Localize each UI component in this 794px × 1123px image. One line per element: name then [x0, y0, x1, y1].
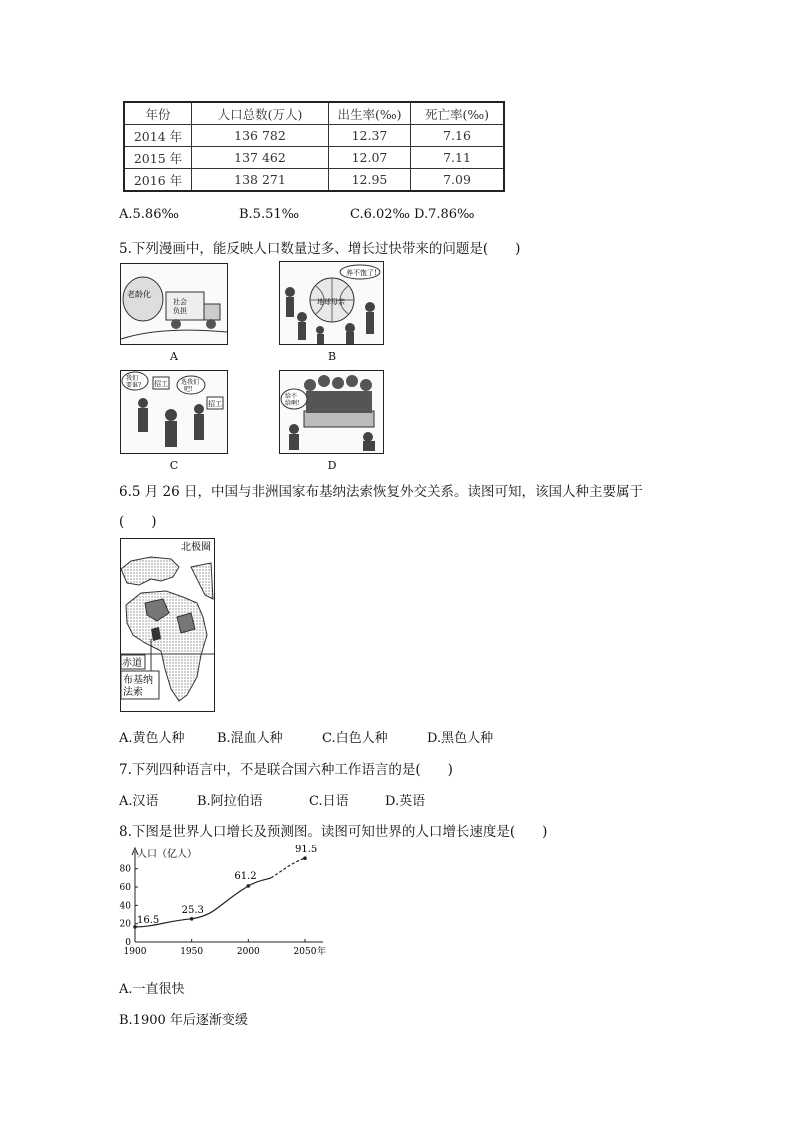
cartoon-c-text: 招工	[208, 400, 222, 408]
data-label: 25.3	[181, 904, 204, 916]
table-cell: 2014 年	[124, 125, 192, 147]
table-cell: 138 271	[192, 169, 329, 192]
table-cell: 7.09	[411, 169, 505, 192]
data-point	[247, 884, 251, 888]
q7-stem: 7.下列四种语言中，不是联合国六种工作语言的是( )	[119, 762, 453, 778]
data-label: 61.2	[234, 870, 257, 882]
q7-option-a: A.汉语	[119, 794, 159, 809]
cartoon-d-text: 给不	[285, 393, 298, 400]
q6-stem: 6.5 月 26 日，中国与非洲国家布基纳法索恢复外交关系。读图可知，该国人种主要属于	[119, 484, 644, 500]
table-row	[124, 169, 504, 192]
q4-option-d: D.7.86‰	[414, 207, 475, 222]
table-row	[124, 147, 504, 169]
cartoon-a-text: 社会	[173, 298, 187, 306]
q7-option-d: D.英语	[385, 794, 426, 809]
table-cell: 7.16	[411, 125, 505, 147]
africa-map	[120, 538, 215, 712]
q4-option-a: A.5.86‰	[119, 207, 179, 222]
cartoon-a	[120, 263, 228, 345]
cartoon-d	[279, 370, 384, 454]
q4-option-c: C.6.02‰	[350, 207, 411, 222]
cartoon-b-drawing	[280, 262, 383, 344]
table-row	[124, 125, 504, 147]
cartoon-c	[120, 370, 228, 454]
y-tick-label: 20	[119, 919, 131, 930]
cartoon-b-text: 养不饱了!	[346, 269, 377, 277]
table-header: 年份	[124, 102, 192, 125]
data-label: 91.5	[295, 845, 318, 856]
q5-stem: 5.下列漫画中，能反映人口数量过多、增长过快带来的问题是( )	[119, 241, 521, 257]
table-cell: 7.11	[411, 147, 505, 169]
data-point	[303, 856, 307, 860]
cartoon-b-label: B	[327, 350, 337, 363]
table-header: 死亡率(‰)	[411, 102, 505, 125]
y-tick-label: 80	[119, 864, 131, 875]
series-projection-line	[271, 858, 305, 878]
cartoon-a-label: A	[170, 350, 178, 363]
country-label: 法索	[123, 687, 143, 698]
q6-option-c: C.白色人种	[322, 731, 388, 746]
q8-option-b: B.1900 年后逐渐变缓	[119, 1013, 248, 1028]
cartoon-d-drawing	[280, 371, 383, 453]
x-axis-label: 年	[317, 947, 327, 957]
data-point	[190, 917, 194, 921]
y-tick-label: 0	[125, 938, 131, 948]
cartoon-a-text: 负担	[173, 307, 187, 315]
q8-option-a: A.一直很快	[119, 982, 185, 997]
cartoon-c-label: C	[169, 459, 179, 472]
cartoon-a-drawing	[121, 264, 227, 344]
q7-option-b: B.阿拉伯语	[197, 794, 263, 809]
table-header: 人口总数(万人)	[192, 102, 329, 125]
cartoon-c-text: 我们	[126, 375, 139, 382]
y-tick-label: 40	[119, 901, 131, 912]
cartoon-c-text: 选我们	[181, 379, 200, 386]
cartoon-d-text: 给啊!	[285, 400, 300, 407]
y-tick-label: 60	[119, 883, 131, 894]
cartoon-c-drawing	[121, 371, 227, 453]
y-axis-label: 人口（亿人）	[137, 849, 197, 860]
table-cell: 2015 年	[124, 147, 192, 169]
table-cell: 12.37	[329, 125, 411, 147]
cartoon-b	[279, 261, 384, 345]
equator-label: 赤道	[122, 658, 142, 669]
table-header: 出生率(‰)	[329, 102, 411, 125]
q6-option-b: B.混血人种	[217, 731, 283, 746]
cartoon-d-label: D	[327, 459, 337, 472]
data-label: 16.5	[137, 914, 160, 926]
x-tick-label: 1950	[180, 947, 204, 957]
table-cell: 12.07	[329, 147, 411, 169]
q7-option-c: C.日语	[309, 794, 349, 809]
x-tick-label: 2050	[293, 947, 317, 957]
table-header-row	[124, 102, 504, 125]
country-label: 布基纳	[123, 675, 153, 686]
q4-option-b: B.5.51‰	[239, 207, 300, 222]
population-chart	[115, 845, 335, 960]
cartoon-a-text: 老龄化	[127, 290, 151, 299]
arctic-circle-label: 北极圈	[181, 542, 211, 553]
q6-paren: ( )	[119, 514, 157, 530]
cartoon-c-text: 吧!	[184, 386, 193, 393]
cartoon-c-text: 要谁?	[126, 382, 142, 389]
africa-map-drawing	[121, 539, 214, 711]
table-cell: 12.95	[329, 169, 411, 192]
q6-option-d: D.黑色人种	[427, 731, 494, 746]
x-tick-label: 2000	[236, 947, 260, 957]
x-tick-label: 1900	[123, 947, 147, 957]
cartoon-b-text: 地球母亲	[317, 298, 345, 306]
q6-option-a: A.黄色人种	[119, 731, 185, 746]
q8-stem: 8.下图是世界人口增长及预测图。读图可知世界的人口增长速度是( )	[119, 824, 548, 840]
table-cell: 136 782	[192, 125, 329, 147]
cartoon-c-text: 招工	[154, 380, 168, 388]
table-cell: 137 462	[192, 147, 329, 169]
population-table	[123, 101, 505, 192]
table-cell: 2016 年	[124, 169, 192, 192]
